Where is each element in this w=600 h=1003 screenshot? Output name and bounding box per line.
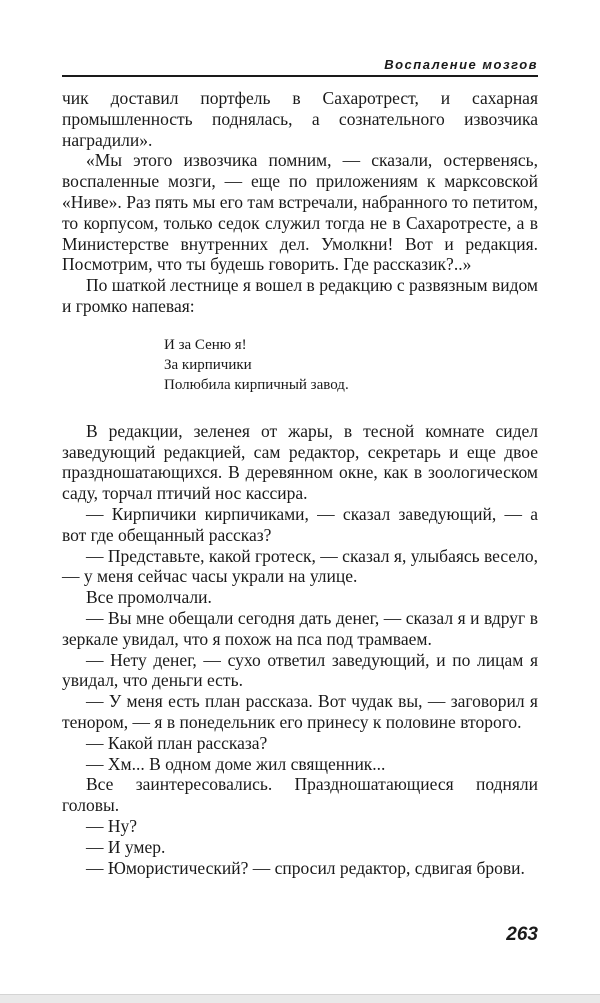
paragraph: чик доставил портфель в Сахаротрест, и сахарная промышленность поднялась, а сознательного извозчика наградили». xyxy=(62,88,538,150)
paragraph: «Мы этого извозчика помним, — сказали, остервенясь, воспаленные мозги, — еще по приложениям к марксовской «Ниве». Раз пять мы его там встречали, набранного то петитом, то корпусом, только седок служил тогда не в Сахаротресте, а в Министерстве внутренних дел. Умолкни! Вот и редакция. Посмотрим, что ты будешь говорить. Где рассказик?..» xyxy=(62,150,538,275)
page-number: 263 xyxy=(506,924,538,945)
verse-block xyxy=(164,335,538,395)
paragraph: — Хм... В одном доме жил священник... xyxy=(86,753,386,774)
running-head xyxy=(62,55,538,77)
verse-line: За кирпичики xyxy=(164,356,252,373)
paragraph: — Представьте, какой гротеск, — сказал я, улыбаясь весело, — у меня сейчас часы украли на улице. xyxy=(62,545,538,587)
paragraph: Все заинтересовались. Праздношатающиеся подняли головы. xyxy=(62,774,538,816)
paragraph: — Ну? xyxy=(86,815,138,836)
paragraph: — И умер. xyxy=(86,836,166,857)
body-text xyxy=(62,88,538,878)
paragraph: В редакции, зеленея от жары, в тесной комнате сидел заведующий редакцией, сам редактор, секретарь и еще двое праздношатающихся. В деревянном окне, как в зоологическом саду, торчал птичий нос кассира. xyxy=(62,420,538,504)
paragraph: — Вы мне обещали сегодня дать денег, — сказал я и вдруг в зеркале увидал, что я похож на пса под трамваем. xyxy=(62,607,538,649)
verse-line: Полюбила кирпичный завод. xyxy=(164,376,349,393)
paragraph: Все промолчали. xyxy=(86,587,212,608)
paragraph: — У меня есть план рассказа. Вот чудак вы, — заговорил я тенором, — я в понедельник его принесу к половине второго. xyxy=(62,691,538,732)
paragraph: — Юмористический? — спросил редактор, сдвигая брови. xyxy=(86,857,525,878)
paragraph: — Кирпичики кирпичиками, — сказал заведующий, — а вот где обещанный рассказ? xyxy=(62,503,538,545)
running-head-title: Воспаление мозгов xyxy=(384,57,538,72)
verse-line: И за Сеню я! xyxy=(164,336,247,353)
paragraph: — Нету денег, — сухо ответил заведующий, и по лицам я увидал, что деньги есть. xyxy=(62,649,538,691)
paragraph: По шаткой лестнице я вошел в редакцию с развязным видом и громко напевая: xyxy=(62,275,539,316)
paragraph: — Какой план рассказа? xyxy=(86,732,268,753)
